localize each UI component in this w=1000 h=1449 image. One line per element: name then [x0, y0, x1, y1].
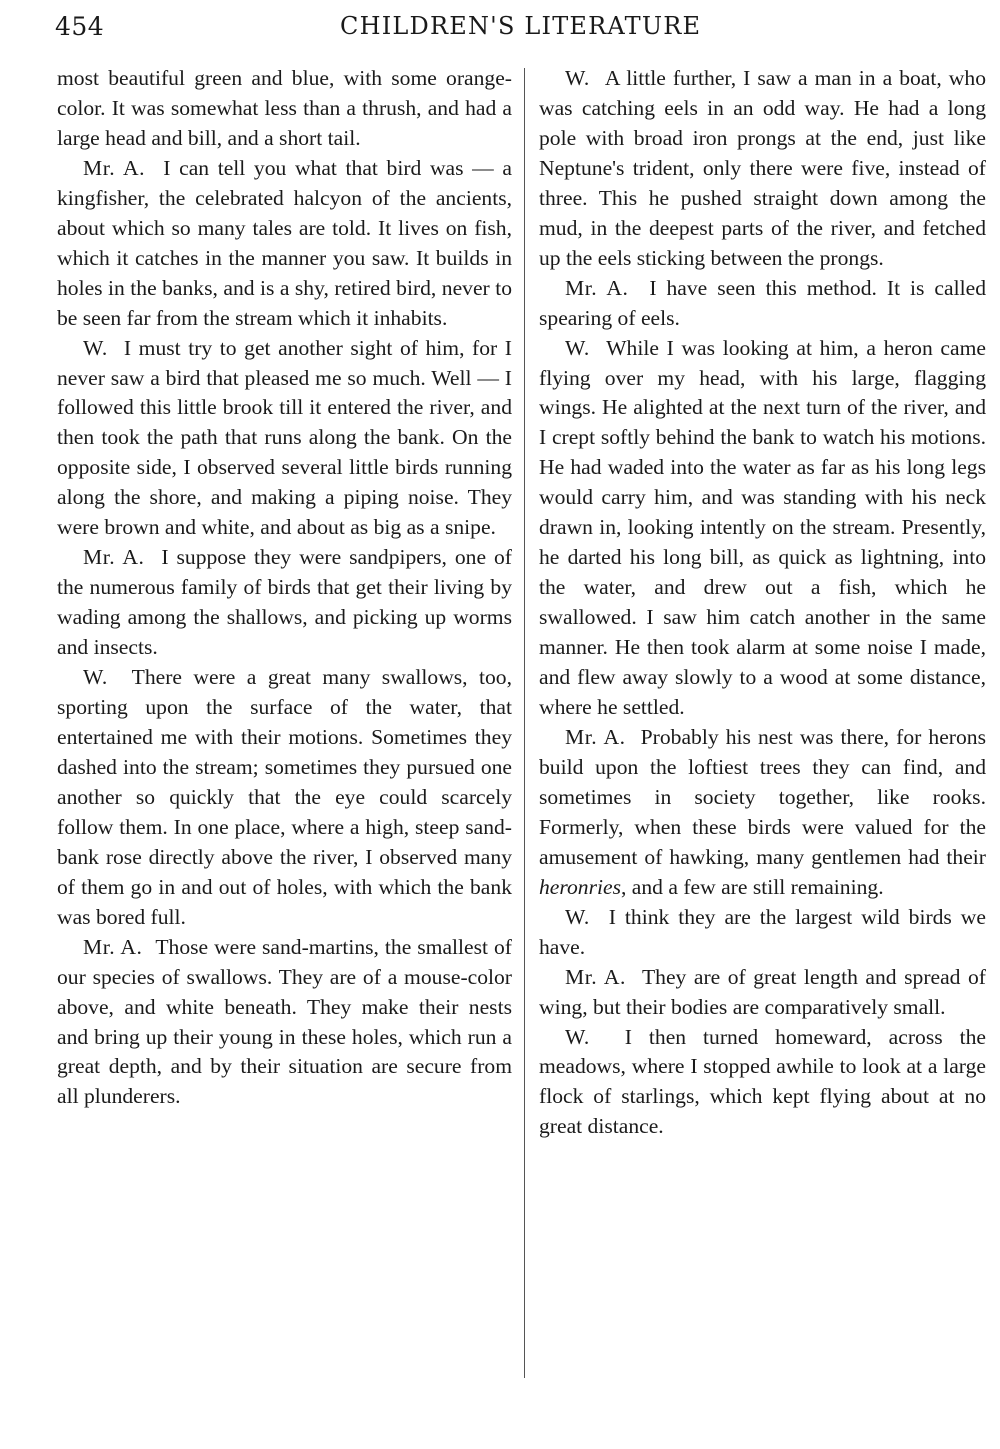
running-title: CHILDREN'S LITERATURE [340, 12, 702, 40]
speaker-label: W. [565, 66, 590, 90]
left-column [57, 64, 512, 1112]
speaker-label: W. [83, 335, 108, 360]
paragraph-text: I can tell you what that bird was — a kingfisher, the celebrated halcyon of the ancients, about which so many tales are told. It lives on fish, which it catches in the manner you saw. It builds in holes in the banks, and is a shy, retired bird, never to be seen far from the stream which it inhabits. [57, 155, 512, 330]
paragraph [57, 933, 512, 1113]
paragraph [57, 543, 512, 663]
speaker-label: W. [83, 665, 108, 690]
speaker-label: W. [565, 1024, 590, 1049]
paragraph-text: I have seen this method. It is called spearing of eels. [539, 275, 986, 330]
speaker-label: Mr. A. [565, 964, 626, 989]
paragraph-text: I then turned homeward, across the meadows, where I stopped awhile to look at a large flock of starlings, which kept flying about at no great distance. [539, 1024, 986, 1139]
paragraph [539, 963, 986, 1023]
speaker-label: W. [565, 904, 590, 929]
speaker-label: W. [565, 335, 590, 360]
paragraph-text: I suppose they were sandpipers, one of the numerous family of birds that get their living by wading among the shallows, and picking up worms and insects. [57, 545, 512, 660]
paragraph-text: most beautiful green and blue, with some orange-color. It was somewhat less than a thrush, and had a large head and bill, and a short tail. [57, 66, 512, 150]
paragraph-text: While I was looking at him, a heron came flying over my head, with his large, flagging wings. He alighted at the next turn of the river, and I crept softly behind the bank to watch his motions. He had waded into the water as far as his long legs would carry him, and was standing with his neck drawn in, looking intently on the stream. Presently, he darted his long bill, as quick as lightning, into the water, and drew out a fish, which he swallowed. I saw him catch another in the same manner. He then took alarm at some noise I made, and flew away slowly to a wood at some distance, where he settled. [539, 335, 986, 720]
speaker-label: Mr. A. [565, 275, 629, 300]
paragraph [539, 903, 986, 963]
paragraph [57, 64, 512, 154]
italic-term: heronries [539, 874, 621, 899]
paragraph [539, 334, 986, 723]
right-column [539, 64, 986, 1142]
page-number: 454 [55, 12, 105, 41]
paragraph [57, 663, 512, 933]
paragraph-text: There were a great many swallows, too, sporting upon the surface of the water, that entertained me with their motions. Sometimes they dashed into the stream; sometimes they pursued one another so quickly that the eye could scarcely follow them. In one place, where a high, steep sand-bank rose directly above the river, I observed many of them go in and out of holes, with which the bank was bored full. [57, 665, 513, 929]
paragraph-text: A little further, I saw a man in a boat, who was catching eels in an odd way. He had a long pole with broad iron prongs at the end, just like Neptune's trident, only there were five, instead of three. This he pushed straight down among the mud, in the deepest parts of the river, and fetched up the eels sticking between the prongs. [539, 66, 986, 270]
paragraph [539, 274, 986, 334]
column-divider [524, 68, 525, 1378]
speaker-label: Mr. A. [565, 724, 626, 749]
speaker-label: Mr. A. [83, 545, 145, 570]
paragraph [57, 334, 512, 544]
paragraph [539, 64, 986, 274]
paragraph [539, 1023, 986, 1143]
paragraph [539, 723, 986, 903]
paragraph-text: Those were sand-martins, the smallest of our species of swallows. They are of a mouse-color above, and white beneath. They make their nests and bring up their young in these holes, which run a great depth, and by their situation are secure from all plunderers. [57, 934, 512, 1109]
paragraph-text: , and a few are still remaining. [620, 874, 884, 899]
paragraph-text: I must try to get another sight of him, for I never saw a bird that pleased me so much. Well — I followed this little brook till it entered the river, and then took the path that runs along the bank. On the opposite side, I observed several little birds running along the shore, and making a piping noise. They were brown and white, and about as big as a snipe. [57, 335, 512, 540]
paragraph-text: Probably his nest was there, for herons build upon the loftiest trees they can find, and sometimes in society together, like rooks. Formerly, when these birds were valued for the amusement of hawking, many gentlemen had their [539, 724, 986, 869]
speaker-label: Mr. A. [83, 934, 143, 959]
paragraph-text: They are of great length and spread of wing, but their bodies are comparatively small. [539, 964, 986, 1019]
paragraph [57, 154, 512, 334]
paragraph-text: I think they are the largest wild birds we have. [539, 904, 986, 959]
speaker-label: Mr. A. [83, 155, 146, 180]
